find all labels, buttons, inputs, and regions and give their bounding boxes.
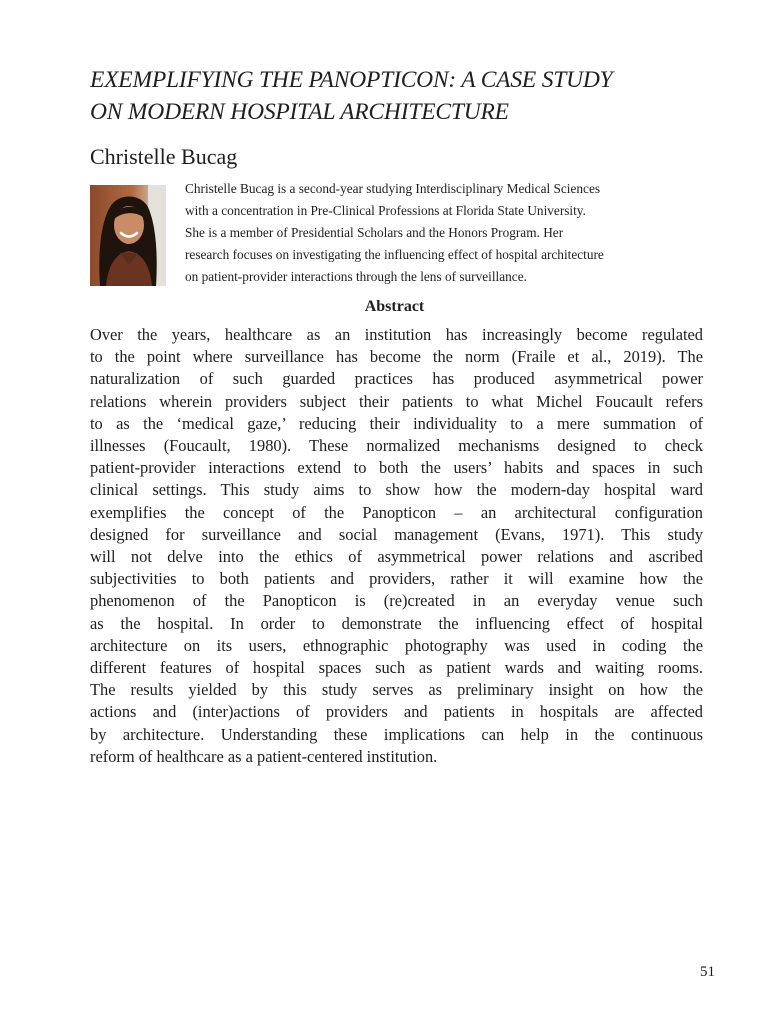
abstract-line: as the hospital. In order to demonstrate the influencing effect of hospital [90, 613, 703, 633]
abstract-line: subjectivities to both patients and providers, rather it will examine how the [90, 569, 703, 589]
abstract-line: patient-provider interactions extend to both the users’ habits and spaces in such [90, 458, 703, 478]
abstract-line: naturalization of such guarded practices has produced asymmetrical power [90, 369, 703, 389]
abstract-line: reform of healthcare as a patient-centered institution. [90, 746, 438, 766]
abstract-line: relations wherein providers subject their patients to what Michel Foucault refers [90, 391, 703, 411]
author-bio [185, 178, 715, 288]
author-bio-line: She is a member of Presidential Scholars and the Honors Program. Her [185, 225, 564, 240]
author-photo [90, 185, 166, 286]
author-bio-line: research focuses on investigating the influencing effect of hospital architecture [185, 247, 604, 262]
abstract-body [90, 324, 703, 768]
paper-page [90, 0, 715, 1024]
abstract-line: by architecture. Understanding these implications can help in the continuous [90, 724, 703, 744]
paper-title-line: ON MODERN HOSPITAL ARCHITECTURE [90, 99, 509, 125]
author-bio-line: with a concentration in Pre-Clinical Professions at Florida State University. [185, 203, 586, 218]
abstract-line: exemplifies the concept of the Panopticon – an architectural configuration [90, 502, 703, 522]
page-number: 51 [700, 964, 715, 980]
abstract-line: different features of hospital spaces such as patient wards and waiting rooms. [90, 658, 703, 678]
abstract-line: illnesses (Foucault, 1980). These normalized mechanisms designed to check [90, 436, 703, 456]
author-name: Christelle Bucag [90, 144, 238, 169]
abstract-heading-text: Abstract [364, 298, 425, 315]
author-bio-line: Christelle Bucag is a second-year studying Interdisciplinary Medical Sciences [185, 181, 601, 196]
abstract-heading [90, 296, 703, 318]
abstract-line: to the point where surveillance has become the norm (Fraile et al., 2019). The [90, 347, 703, 367]
abstract-line: phenomenon of the Panopticon is (re)created in an everyday venue such [90, 591, 703, 611]
abstract-line: will not delve into the ethics of asymmetrical power relations and ascribed [90, 547, 703, 567]
abstract-line: clinical settings. This study aims to show how the modern-day hospital ward [90, 480, 703, 500]
abstract-line: Over the years, healthcare as an institution has increasingly become regulated [90, 325, 703, 344]
abstract-line: architecture on its users, ethnographic photography was used in coding the [90, 635, 703, 655]
author-bio-line: on patient-provider interactions through the lens of surveillance. [185, 269, 527, 284]
abstract-line: designed for surveillance and social management (Evans, 1971). This study [90, 524, 703, 544]
abstract-line: actions and (inter)actions of providers and patients in hospitals are affected [90, 702, 703, 722]
paper-title-line: EXEMPLIFYING THE PANOPTICON: A CASE STUDY [90, 67, 613, 93]
abstract-line: The results yielded by this study serves as preliminary insight on how the [90, 680, 703, 700]
abstract-line: to as the ‘medical gaze,’ reducing their individuality to a mere summation of [90, 413, 703, 433]
paper-title [90, 64, 730, 128]
